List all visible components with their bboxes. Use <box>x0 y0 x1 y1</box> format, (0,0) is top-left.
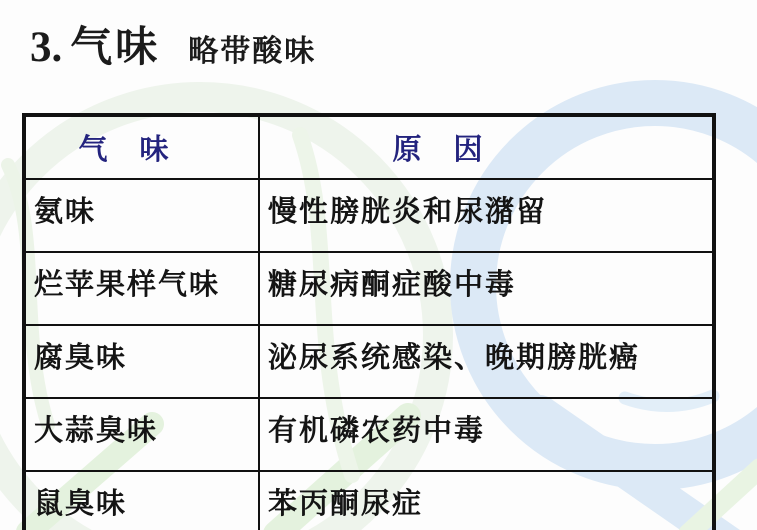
title-text: 气味 <box>70 22 161 71</box>
odor-cell: 鼠臭味 <box>24 471 259 530</box>
odor-cell: 腐臭味 <box>24 325 259 398</box>
cause-cell: 糖尿病酮症酸中毒 <box>259 252 714 325</box>
table-header-row <box>24 115 714 179</box>
cause-cell: 有机磷农药中毒 <box>259 398 714 471</box>
table-row <box>24 471 714 530</box>
title-number: 3. <box>30 24 63 71</box>
cause-cell: 苯丙酮尿症 <box>259 471 714 530</box>
odor-cell: 氨味 <box>24 179 259 252</box>
cause-cell: 泌尿系统感染、晚期膀胱癌 <box>259 325 714 398</box>
odor-cell: 烂苹果样气味 <box>24 252 259 325</box>
title-note: 略带酸味 <box>188 34 317 69</box>
table-row <box>24 398 714 471</box>
header-odor: 气 味 <box>24 115 259 179</box>
slide-title <box>30 14 316 74</box>
odor-cell: 大蒜臭味 <box>24 398 259 471</box>
header-cause: 原 因 <box>259 115 714 179</box>
cause-cell: 慢性膀胱炎和尿潴留 <box>259 179 714 252</box>
table-row <box>24 325 714 398</box>
odor-table <box>22 113 716 530</box>
table-row <box>24 252 714 325</box>
table-row <box>24 179 714 252</box>
